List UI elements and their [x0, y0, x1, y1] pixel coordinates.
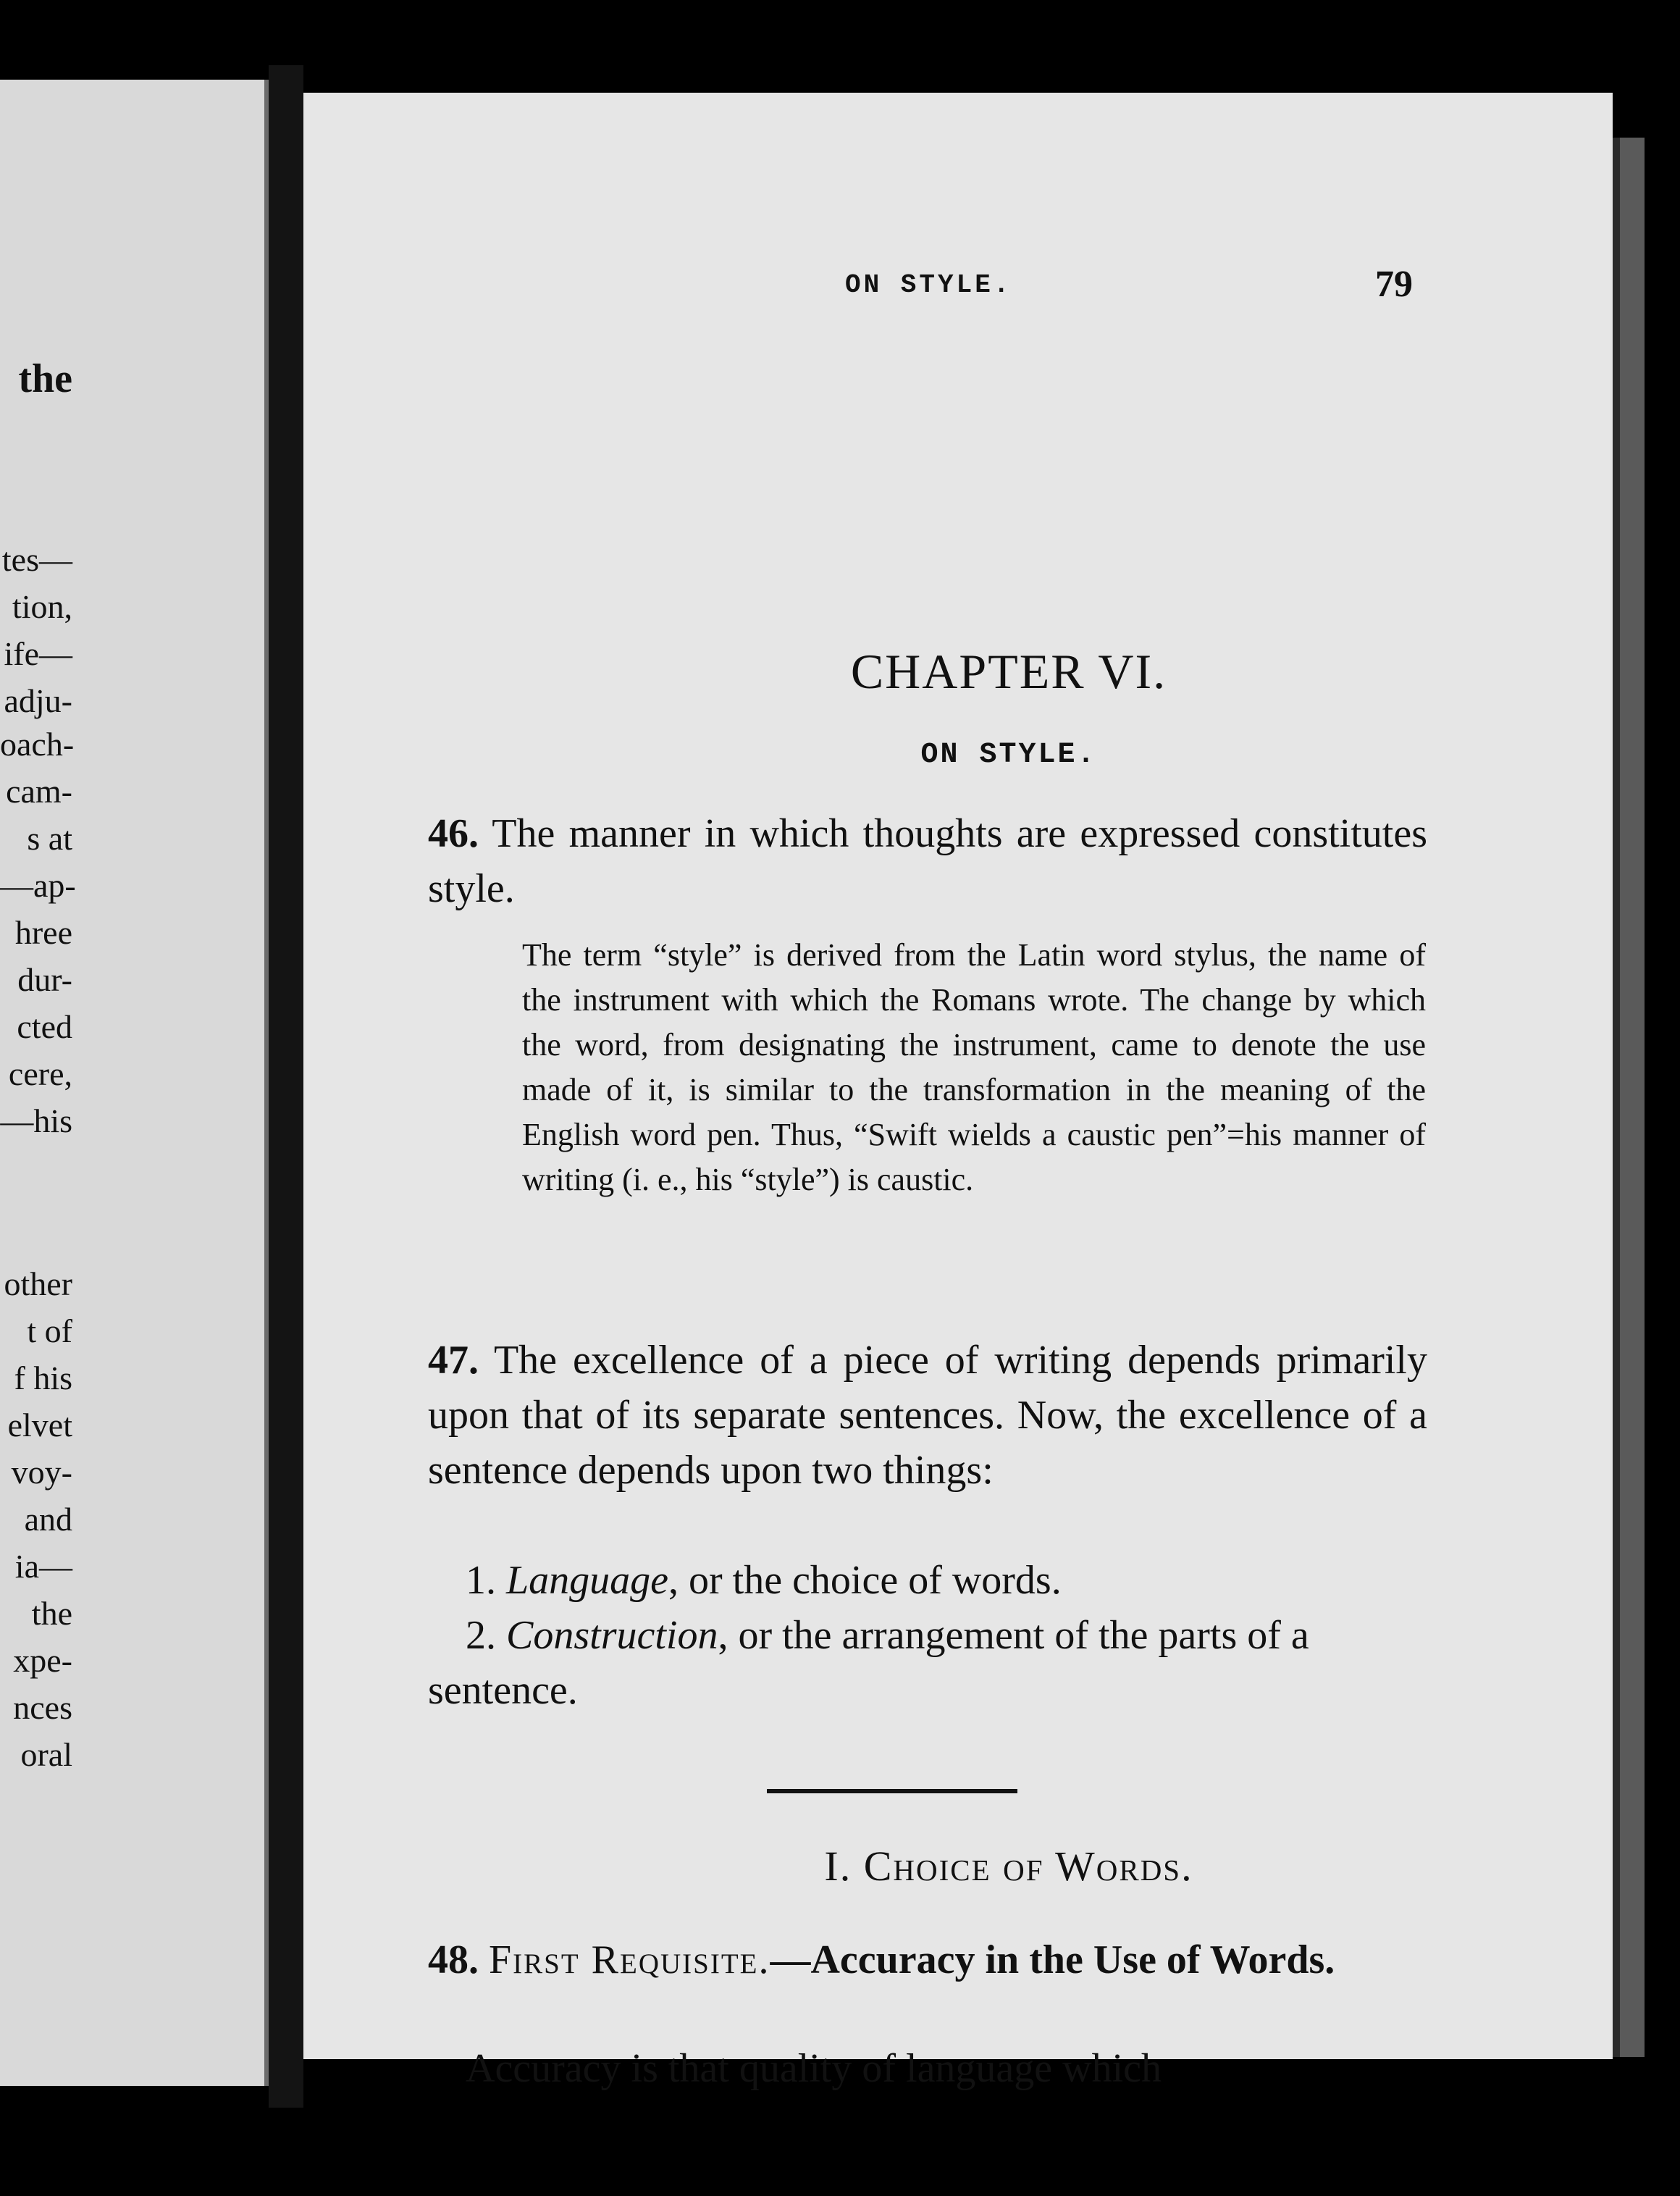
paragraph-text: The manner in which thoughts are expressed constitutes style.	[428, 811, 1427, 911]
subsection-title: I. Choice of Words.	[824, 1843, 1193, 1890]
page-number: 79	[1375, 264, 1413, 305]
paragraph-number: 47.	[428, 1338, 479, 1383]
left-page-word: cam-	[6, 773, 72, 810]
left-page-word: dur-	[17, 961, 72, 998]
paragraph-48-body: Accuracy is that quality of language which	[466, 2046, 1162, 2091]
left-page-word: hree	[14, 914, 72, 951]
list-item-term: Language	[506, 1558, 668, 1603]
left-page-word: tes—	[1, 541, 72, 578]
left-page-word: the	[18, 356, 72, 401]
requisite-label: First Requisite.	[489, 1937, 770, 1982]
left-page-word: f his	[14, 1359, 72, 1396]
left-page-word: oral	[20, 1736, 72, 1773]
left-page-word: oach-	[0, 726, 75, 763]
left-page-word: other	[4, 1265, 72, 1302]
left-page-word: tion,	[12, 588, 72, 625]
left-page-word: cere,	[8, 1055, 72, 1092]
left-page-word: voy-	[11, 1454, 72, 1491]
left-page	[0, 80, 269, 2086]
list-item	[428, 1553, 1427, 1608]
list-item-number: 2.	[466, 1613, 496, 1658]
left-page-word: nces	[13, 1689, 72, 1726]
left-page-word: elvet	[7, 1407, 72, 1443]
paragraph-48	[428, 1932, 1427, 1987]
list-item-text: , or the choice of words.	[668, 1558, 1062, 1603]
list-47	[428, 1553, 1427, 1718]
chapter-title: CHAPTER VI.	[850, 644, 1167, 699]
note-46: The term “style” is derived from the Latin word stylus, the name of the instrument with which the Romans wrote. The change by which the word, from designating the instrument, came to denote the use made of it, is similar to the transformation in the meaning of the English word pen. Thus, “Swift wields a caustic pen”=his manner of writing (i. e., his “style”) is caustic.	[522, 937, 1426, 1197]
section-divider	[767, 1789, 1017, 1793]
left-page-text	[0, 80, 264, 2086]
paragraph-text: The excellence of a piece of writing depends primarily upon that of its separate sentences. Now, the excellence of a sentence depends upon two things:	[428, 1338, 1427, 1493]
left-page-word: s at	[27, 820, 72, 857]
page-edge	[1613, 138, 1645, 2057]
paragraph-number: 46.	[428, 811, 479, 856]
left-page-word: t of	[27, 1312, 72, 1349]
list-item-term: Construction	[506, 1613, 718, 1658]
requisite-heading: —Accuracy in the Use of Words.	[770, 1937, 1335, 1982]
left-page-word: ife—	[4, 635, 72, 672]
left-page-word: the	[31, 1595, 72, 1632]
section-title: ON STYLE.	[920, 739, 1097, 771]
right-page	[303, 93, 1613, 2091]
paragraph-number: 48.	[428, 1937, 479, 1982]
left-page-word: adju-	[4, 682, 72, 719]
left-page-word: —his	[0, 1102, 72, 1139]
list-item-number: 1.	[466, 1558, 496, 1603]
left-page-word: —ap-	[0, 867, 76, 904]
left-page-word: and	[24, 1501, 72, 1538]
book-gutter	[269, 65, 303, 2108]
left-page-word: cted	[17, 1008, 72, 1045]
list-item-text: , or the arrangement of the parts of a sentence.	[428, 1613, 1309, 1713]
left-page-word: xpe-	[13, 1642, 72, 1679]
paragraph-46	[428, 806, 1427, 916]
left-page-word: ia—	[14, 1548, 72, 1585]
paragraph-47	[428, 1333, 1427, 1498]
list-item	[428, 1608, 1427, 1718]
running-head	[303, 264, 1613, 321]
running-head-title: ON STYLE.	[845, 270, 1012, 300]
